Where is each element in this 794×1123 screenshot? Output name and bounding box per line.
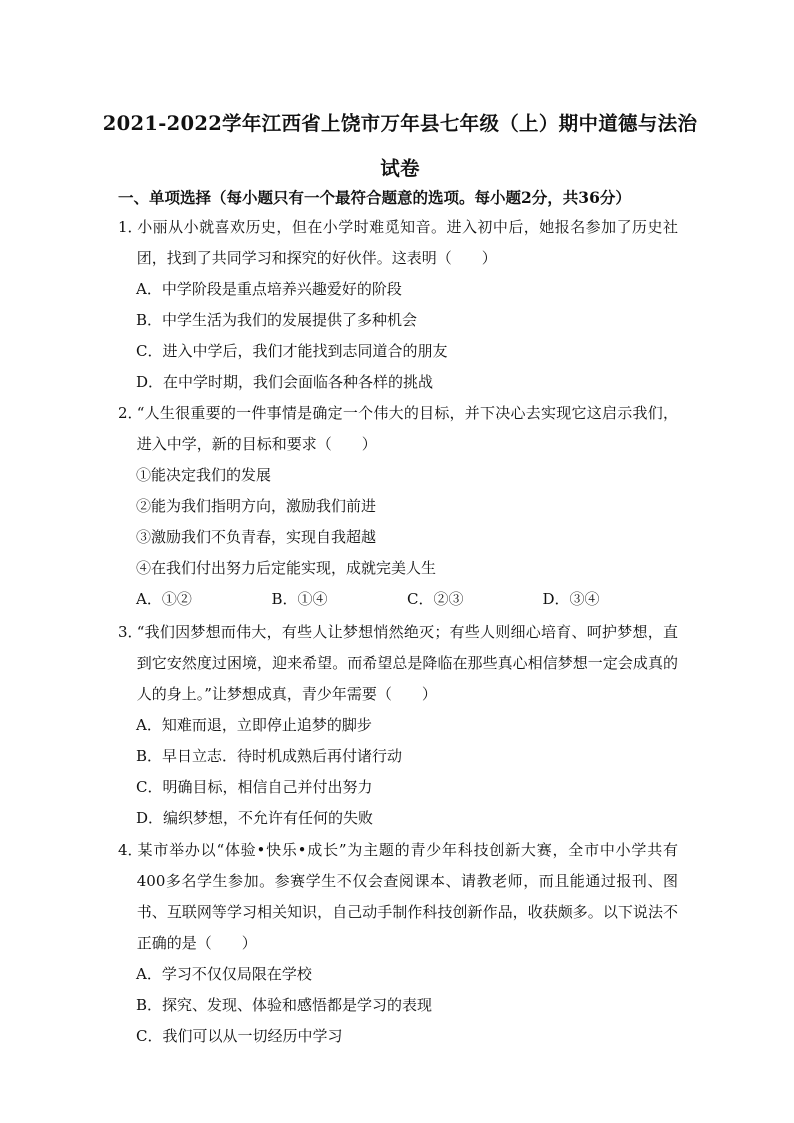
option-d: D．编织梦想，不允许有任何的失败 <box>136 809 374 827</box>
option-d: D．③④ <box>542 590 600 608</box>
option-c: C．②③ <box>407 590 464 608</box>
question-number: 1． <box>118 218 143 236</box>
option-b: B．早日立志．待时机成熟后再付诸行动 <box>136 747 403 765</box>
question-stem <box>118 398 678 460</box>
question-number: 3． <box>118 623 143 641</box>
option-a: A．学习不仅仅局限在学校 <box>136 965 312 983</box>
exam-title: 2021-2022学年江西省上饶市万年县七年级（上）期中道德与法治试卷 <box>102 112 698 180</box>
statement-2: ②能为我们指明方向，激励我们前进 <box>136 497 377 515</box>
question-text: 小丽从小就喜欢历史，但在小学时难觅知音。进入初中后，她报名参加了历史社团，找到了共同学习和探究的好伙伴。这表明（ ） <box>136 218 678 267</box>
option-c: C．我们可以从一切经历中学习 <box>136 1027 343 1045</box>
option-b: B．①④ <box>271 590 328 608</box>
question-number: 4． <box>118 841 143 859</box>
option-b: B．中学生活为我们的发展提供了多种机会 <box>136 311 418 329</box>
question-3 <box>118 617 678 834</box>
option-d: D．在中学时期，我们会面临各种各样的挑战 <box>136 373 434 391</box>
question-stem <box>118 835 678 959</box>
option-a: A．知难而退，立即停止追梦的脚步 <box>136 716 372 734</box>
question-text: 某市举办以“体验•快乐•成长”为主题的青少年科技创新大赛，全市中小学共有400多名学生参加。参赛学生不仅会查阅课本、请教老师，而且能通过报刊、图书、互联网等学习相关知识，自己动手制作科技创新作品，收获颇多。以下说法不正确的是（ ） <box>136 841 678 952</box>
section-header: 一、单项选择（每小题只有一个最符合题意的选项。每小题2分，共36分） <box>118 188 631 207</box>
question-stem <box>118 212 678 274</box>
option-a: A．中学阶段是重点培养兴趣爱好的阶段 <box>136 280 402 298</box>
question-text: “人生很重要的一件事情是确定一个伟大的目标，并下决心去实现它这启示我们，进入中学，新的目标和要求（ ） <box>136 404 678 453</box>
question-2 <box>118 398 678 615</box>
statement-3: ③激励我们不负青春，实现自我超越 <box>136 528 377 546</box>
option-b: B．探究、发现、体验和感悟都是学习的表现 <box>136 996 433 1014</box>
question-1 <box>118 212 678 398</box>
option-a: A．①② <box>136 590 192 608</box>
statement-4: ④在我们付出努力后定能实现，成就完美人生 <box>136 559 437 577</box>
option-c: C．进入中学后，我们才能找到志同道合的朋友 <box>136 342 448 360</box>
options-row <box>118 584 678 615</box>
option-c: C．明确目标，相信自己并付出努力 <box>136 778 373 796</box>
question-number: 2． <box>118 404 143 422</box>
question-stem <box>118 617 678 710</box>
question-text: “我们因梦想而伟大，有些人让梦想悄然绝灭；有些人则细心培育、呵护梦想，直到它安然度过困境，迎来希望。而希望总是降临在那些真心相信梦想一定会成真的人的身上。”让梦想成真，青少年需要（ ） <box>136 623 678 703</box>
question-4 <box>118 835 678 1052</box>
statement-1: ①能决定我们的发展 <box>136 466 272 484</box>
